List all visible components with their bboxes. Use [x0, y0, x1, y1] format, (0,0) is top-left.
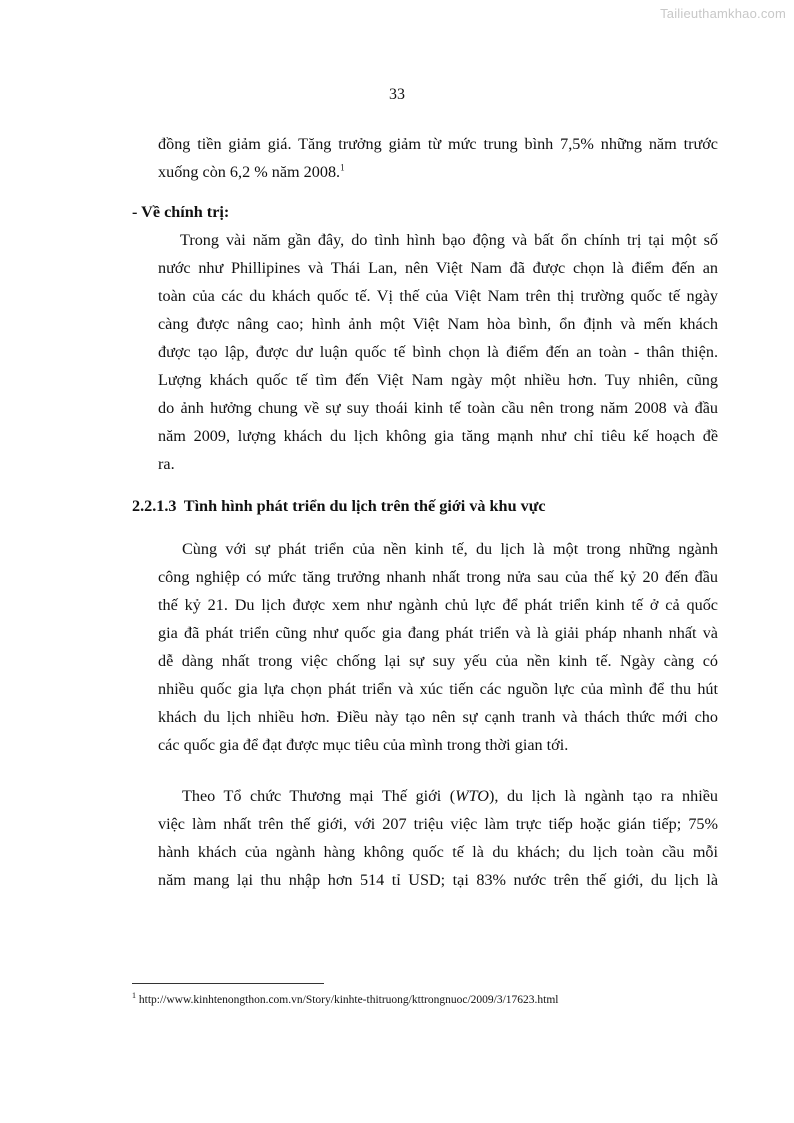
- footnote-reference[interactable]: 1: [340, 162, 345, 173]
- text-line: toàn của các du khách quốc tế. Vị thế của Việt Nam trên thị trường quốc tế ngày: [158, 287, 718, 305]
- text-line: thế kỷ 21. Du lịch được xem như ngành chủ lực để phát triển kinh tế ở cả quốc: [158, 596, 718, 614]
- text-line: các quốc gia để đạt được mục tiêu của mình trong thời gian tới.: [158, 736, 569, 754]
- wto-abbreviation: WTO: [455, 787, 489, 805]
- watermark: Tailieuthamkhao.com: [660, 6, 786, 21]
- text-line: Cùng với sự phát triển của nền kinh tế, du lịch là một trong những ngành: [182, 540, 718, 558]
- text-line: Trong vài năm gần đây, do tình hình bạo động và bất ổn chính trị tại một số: [180, 231, 718, 249]
- text-line: đồng tiền giảm giá. Tăng trưởng giảm từ mức trung bình 7,5% những năm trước: [158, 135, 718, 153]
- text-line: khách du lịch nhiều hơn. Điều này tạo nên sự cạnh tranh và thách thức mới cho: [158, 708, 718, 726]
- text-line: ra.: [158, 455, 175, 473]
- page-number: 33: [389, 86, 405, 103]
- footnote: [132, 991, 559, 1006]
- politics-subsection: [132, 198, 718, 226]
- section-title: Tình hình phát triển du lịch trên thế giới và khu vực: [183, 497, 546, 515]
- text-line: năm mang lại thu nhập hơn 514 tỉ USD; tại 83% nước trên thế giới, du lịch là: [158, 871, 718, 889]
- footnote-marker: 1: [132, 991, 136, 1001]
- text-line: xuống còn 6,2 % năm 2008.$^1$: [158, 162, 345, 181]
- text-line: Lượng khách quốc tế tìm đến Việt Nam ngày một nhiều hơn. Tuy nhiên, cũng: [158, 371, 718, 389]
- subheading: - Về chính trị:: [132, 203, 230, 221]
- text-line: hành khách của ngành hàng không quốc tế là du khách; du lịch toàn cầu mỗi: [158, 843, 718, 861]
- politics-paragraph: [132, 226, 718, 478]
- footnote-divider: [132, 983, 324, 984]
- text-line: do ảnh hưởng chung về sự suy thoái kinh tế toàn cầu nên trong năm 2008 và đầu: [158, 399, 718, 417]
- text-line: việc làm nhất trên thế giới, với 207 triệu việc làm trực tiếp hoặc gián tiếp; 75%: [158, 815, 718, 833]
- paragraph-2: [158, 782, 718, 894]
- text-line: nhiều quốc gia lựa chọn phát triển và xúc tiến các nguồn lực của mình để thu hút: [158, 680, 718, 698]
- text-line: nước như Phillipines và Thái Lan, nên Việt Nam đã được chọn là điểm đến an: [158, 259, 718, 277]
- section-heading: [132, 497, 546, 516]
- paragraph-1: [158, 535, 718, 759]
- text-line: gia đã phát triển cũng như quốc gia đang phát triển và là giải pháp nhanh nhất và: [158, 624, 718, 642]
- text-line: năm 2009, lượng khách du lịch không gia tăng mạnh như chỉ tiêu kế hoạch đề: [158, 427, 718, 445]
- text-line: công nghiệp có mức tăng trưởng nhanh nhất trong nửa sau của thế kỷ 20 đến đầu: [158, 568, 718, 586]
- text-line: được tạo lập, được dư luận quốc tế bình chọn là điểm đến an toàn - thân thiện.: [158, 343, 718, 361]
- footnote-link[interactable]: http://www.kinhtenongthon.com.vn/Story/kinhte-thitruong/kttrongnuoc/2009/3/17623.html: [138, 994, 559, 1006]
- text-line: dễ dàng nhất trong việc chống lại sự suy yếu của nền kinh tế. Ngày càng có: [158, 652, 718, 670]
- text-line: càng được nâng cao; hình ảnh một Việt Nam hòa bình, ổn định và mến khách: [158, 315, 718, 333]
- continuation-paragraph: [158, 130, 718, 186]
- text-line: Theo Tổ chức Thương mại Thế giới (WTO), du lịch là ngành tạo ra nhiều: [182, 787, 718, 805]
- section-number: 2.2.1.3: [132, 497, 177, 515]
